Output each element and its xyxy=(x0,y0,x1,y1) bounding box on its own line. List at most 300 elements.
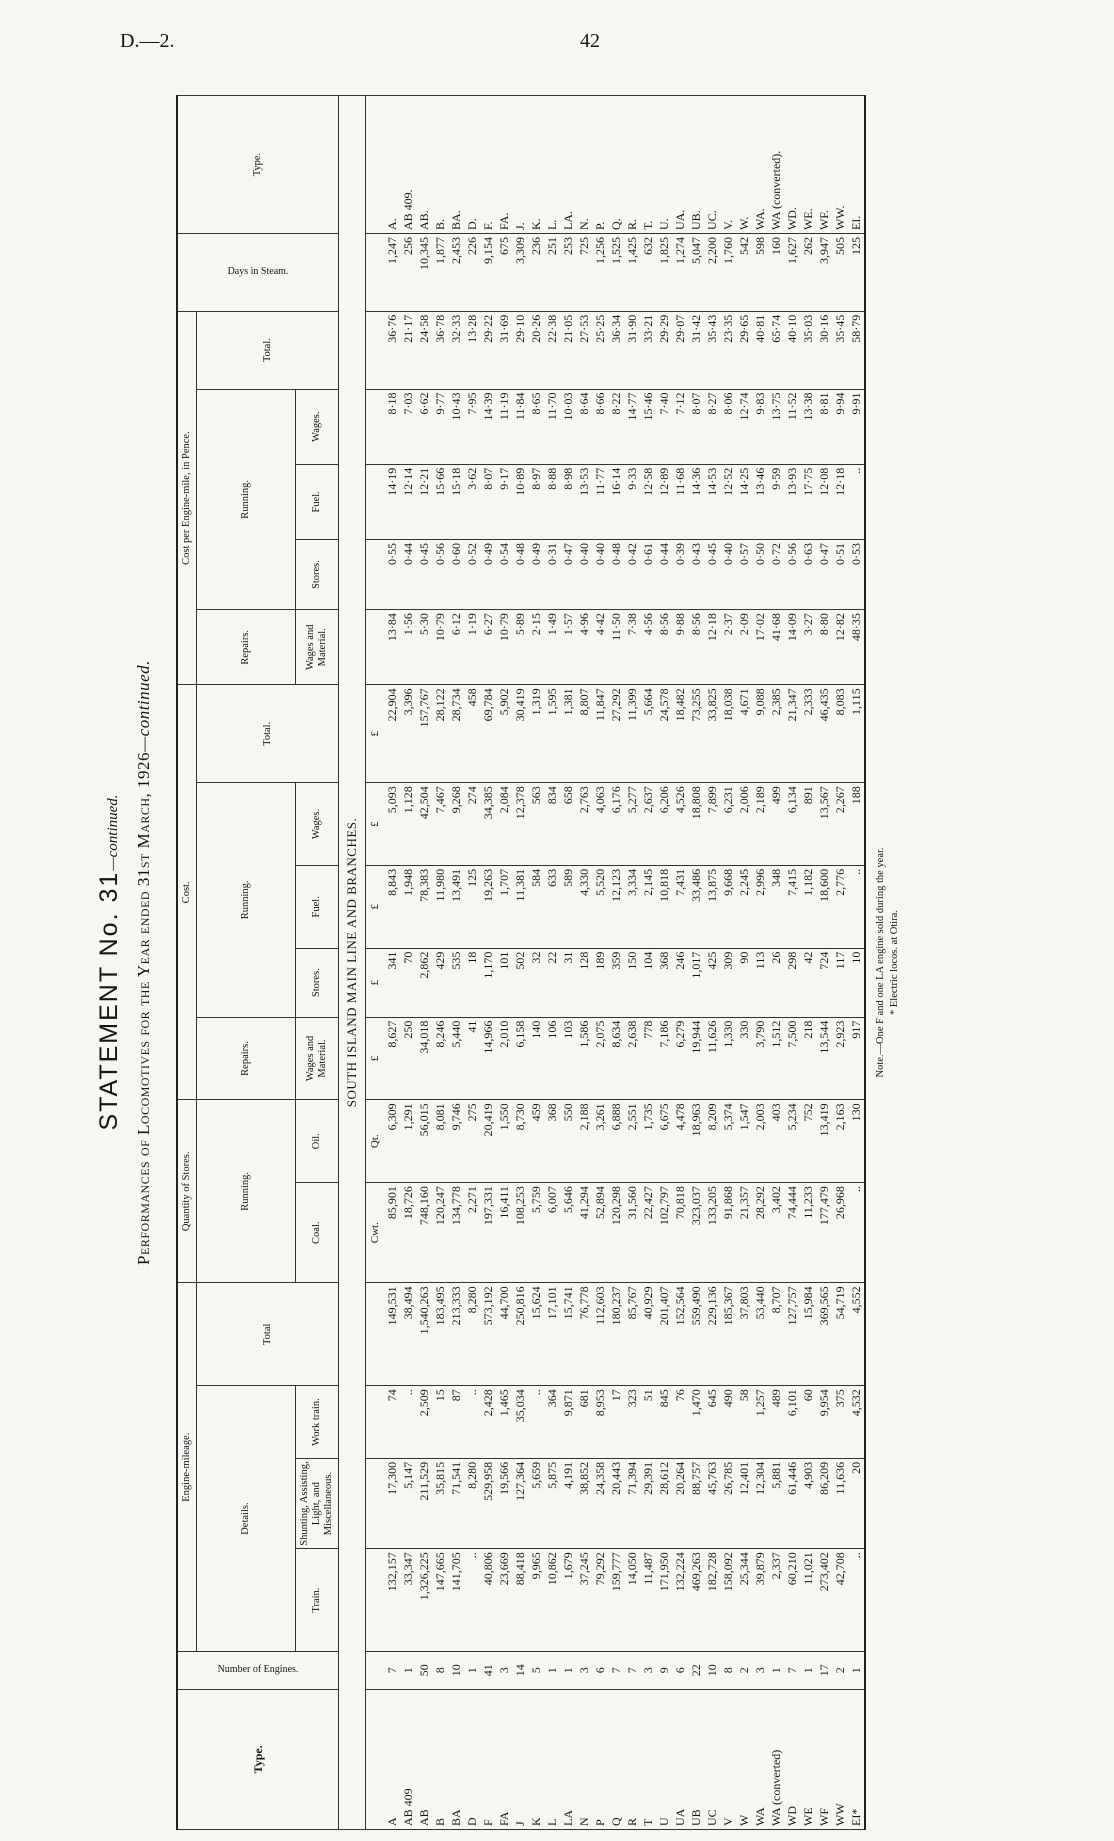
cell-cost-repairs: 13,544 xyxy=(816,1017,832,1100)
cell-pence-fuel: 13·46 xyxy=(752,464,768,539)
cell-pence-wages: 11·52 xyxy=(784,389,800,464)
cell-number-of-engines: 7 xyxy=(608,1651,624,1689)
cell-shunting-miles: 19,566 xyxy=(496,1458,512,1548)
table-row xyxy=(768,96,784,1830)
cell-cost-total: 18,038 xyxy=(720,685,736,783)
row-type: F xyxy=(480,1689,496,1829)
cell-cost-total: 3,396 xyxy=(400,685,416,783)
cell-days-in-steam: 1,627 xyxy=(784,234,800,312)
cell-pence-stores: 0·50 xyxy=(752,539,768,609)
header-cost-fuel: Fuel. xyxy=(296,865,339,948)
table-row xyxy=(720,96,736,1830)
cell-cost-fuel: 633 xyxy=(544,865,560,948)
row-type-right: J. xyxy=(512,96,528,234)
header-train: Train. xyxy=(296,1549,339,1652)
cell-number-of-engines: 9 xyxy=(656,1651,672,1689)
cell-pence-total: 21·05 xyxy=(560,311,576,389)
cell-cost-repairs: 1,586 xyxy=(576,1017,592,1100)
cell-coal: .. xyxy=(848,1183,865,1283)
cell-oil: 3,261 xyxy=(592,1100,608,1183)
cell-cost-wages: 2,637 xyxy=(640,783,656,866)
row-type-right: N. xyxy=(576,96,592,234)
cell-cost-fuel: .. xyxy=(848,865,865,948)
cell-days-in-steam: 1,760 xyxy=(720,234,736,312)
cell-pence-wages: 10·43 xyxy=(448,389,464,464)
cell-cost-fuel: 13,875 xyxy=(704,865,720,948)
table-row xyxy=(480,96,496,1830)
cell-pence-fuel: 9·17 xyxy=(496,464,512,539)
cell-cost-fuel: 13,491 xyxy=(448,865,464,948)
cell-pence-wages: 11·70 xyxy=(544,389,560,464)
cell-shunting-miles: 5,659 xyxy=(528,1458,544,1548)
row-type: WE xyxy=(800,1689,816,1829)
cell-cost-total: 22,904 xyxy=(384,685,400,783)
cell-pence-total: 23·35 xyxy=(720,311,736,389)
cell-work-train-miles: 1,465 xyxy=(496,1386,512,1459)
cell-cost-fuel: 10,818 xyxy=(656,865,672,948)
cell-pence-total: 29·22 xyxy=(480,311,496,389)
cell-total-miles: 38,494 xyxy=(400,1283,416,1386)
table-body xyxy=(339,96,866,1830)
table-row xyxy=(816,96,832,1830)
cell-cost-wages: 834 xyxy=(544,783,560,866)
cell-cost-fuel: 8,843 xyxy=(384,865,400,948)
cell-oil: 2,003 xyxy=(752,1100,768,1183)
cell-pence-repairs: 1·57 xyxy=(560,610,576,685)
rotated-page-content xyxy=(88,95,968,1830)
row-type-right: D. xyxy=(464,96,480,234)
cell-oil: 403 xyxy=(768,1100,784,1183)
cell-pence-total: 35·03 xyxy=(800,311,816,389)
row-type: EI* xyxy=(848,1689,865,1829)
cell-pence-repairs: 8·56 xyxy=(656,610,672,685)
cell-pence-stores: 0·40 xyxy=(592,539,608,609)
table-row xyxy=(736,96,752,1830)
cell-coal: 22,427 xyxy=(640,1183,656,1283)
unit-stores: £ xyxy=(366,948,385,1017)
cell-coal: 3,402 xyxy=(768,1183,784,1283)
table-row xyxy=(688,96,704,1830)
header-quantity-of-stores: Quantity of Stores. xyxy=(177,1100,197,1283)
cell-work-train-miles: 489 xyxy=(768,1386,784,1459)
cell-days-in-steam: 542 xyxy=(736,234,752,312)
cell-cost-wages: 499 xyxy=(768,783,784,866)
row-type: V xyxy=(720,1689,736,1829)
cell-pence-stores: 0·57 xyxy=(736,539,752,609)
cell-cost-wages: 5,277 xyxy=(624,783,640,866)
cell-pence-total: 31·69 xyxy=(496,311,512,389)
header-cost-wages: Wages. xyxy=(296,783,339,866)
cell-pence-fuel: 3·62 xyxy=(464,464,480,539)
cell-oil: 18,963 xyxy=(688,1100,704,1183)
cell-pence-fuel: 12·58 xyxy=(640,464,656,539)
page-number: 42 xyxy=(580,30,600,52)
header-oil: Oil. xyxy=(296,1100,339,1183)
cell-cost-stores: 425 xyxy=(704,948,720,1017)
cell-shunting-miles: 26,785 xyxy=(720,1458,736,1548)
cell-pence-stores: 0·56 xyxy=(784,539,800,609)
cell-number-of-engines: 2 xyxy=(832,1651,848,1689)
statement-title-text: STATEMENT No. 31 xyxy=(95,870,123,1131)
cell-coal: 323,037 xyxy=(688,1183,704,1283)
cell-oil: 13,419 xyxy=(816,1100,832,1183)
cell-oil: 1,547 xyxy=(736,1100,752,1183)
cell-cost-total: 73,255 xyxy=(688,685,704,783)
cell-cost-repairs: 2,010 xyxy=(496,1017,512,1100)
cell-oil: 9,746 xyxy=(448,1100,464,1183)
cell-cost-repairs: 5,440 xyxy=(448,1017,464,1100)
table-row xyxy=(384,96,400,1830)
cell-cost-wages: 563 xyxy=(528,783,544,866)
cell-pence-stores: 0·56 xyxy=(432,539,448,609)
cell-cost-fuel: 3,334 xyxy=(624,865,640,948)
cell-shunting-miles: 4,903 xyxy=(800,1458,816,1548)
cell-pence-repairs: 9·88 xyxy=(672,610,688,685)
cell-number-of-engines: 10 xyxy=(448,1651,464,1689)
units-blank xyxy=(366,389,385,464)
cell-pence-total: 58·79 xyxy=(848,311,865,389)
cell-number-of-engines: 3 xyxy=(640,1651,656,1689)
cell-pence-wages: 15·46 xyxy=(640,389,656,464)
cell-oil: 4,478 xyxy=(672,1100,688,1183)
cell-pence-fuel: 9·33 xyxy=(624,464,640,539)
table-row xyxy=(496,96,512,1830)
cell-cost-total: 33,825 xyxy=(704,685,720,783)
cell-work-train-miles: 4,532 xyxy=(848,1386,865,1459)
cell-pence-stores: 0·39 xyxy=(672,539,688,609)
cell-number-of-engines: 14 xyxy=(512,1651,528,1689)
cell-number-of-engines: 3 xyxy=(496,1651,512,1689)
cell-shunting-miles: 127,364 xyxy=(512,1458,528,1548)
cell-pence-stores: 0·48 xyxy=(512,539,528,609)
cell-oil: 6,309 xyxy=(384,1100,400,1183)
cell-cost-fuel: 2,996 xyxy=(752,865,768,948)
cell-pence-repairs: 5·89 xyxy=(512,610,528,685)
cell-cost-stores: 1,017 xyxy=(688,948,704,1017)
cell-shunting-miles: 35,815 xyxy=(432,1458,448,1548)
row-type: A xyxy=(384,1689,400,1829)
units-blank xyxy=(366,464,385,539)
cell-coal: 177,479 xyxy=(816,1183,832,1283)
cell-pence-repairs: 6·27 xyxy=(480,610,496,685)
units-blank xyxy=(366,610,385,685)
cell-cost-fuel: 7,415 xyxy=(784,865,800,948)
table-row xyxy=(848,96,865,1830)
cell-coal: 197,331 xyxy=(480,1183,496,1283)
cell-cost-wages: 188 xyxy=(848,783,865,866)
cell-work-train-miles: 323 xyxy=(624,1386,640,1459)
cell-cost-wages: 891 xyxy=(800,783,816,866)
cell-shunting-miles: 88,757 xyxy=(688,1458,704,1548)
cell-cost-wages: 13,567 xyxy=(816,783,832,866)
cell-coal: 11,233 xyxy=(800,1183,816,1283)
cell-work-train-miles: 645 xyxy=(704,1386,720,1459)
row-type-right: B. xyxy=(432,96,448,234)
header-details: Details. xyxy=(197,1386,296,1652)
table-row xyxy=(528,96,544,1830)
cell-total-miles: 15,984 xyxy=(800,1283,816,1386)
cell-train-miles: 79,292 xyxy=(592,1549,608,1652)
cell-coal: 102,797 xyxy=(656,1183,672,1283)
cell-pence-repairs: 6·12 xyxy=(448,610,464,685)
cell-number-of-engines: 50 xyxy=(416,1651,432,1689)
cell-cost-stores: 1,170 xyxy=(480,948,496,1017)
cell-pence-total: 65·74 xyxy=(768,311,784,389)
cell-cost-stores: 128 xyxy=(576,948,592,1017)
cell-train-miles: 33,347 xyxy=(400,1549,416,1652)
cell-pence-fuel: 15·66 xyxy=(432,464,448,539)
units-blank xyxy=(366,1458,385,1548)
cell-oil: 8,209 xyxy=(704,1100,720,1183)
cell-train-miles: 9,965 xyxy=(528,1549,544,1652)
cell-cost-wages: 658 xyxy=(560,783,576,866)
row-type: AB xyxy=(416,1689,432,1829)
cell-total-miles: 15,624 xyxy=(528,1283,544,1386)
cell-pence-fuel: 12·21 xyxy=(416,464,432,539)
cell-pence-stores: 0·40 xyxy=(576,539,592,609)
cell-train-miles: 132,224 xyxy=(672,1549,688,1652)
cell-shunting-miles: 45,763 xyxy=(704,1458,720,1548)
cell-train-miles: 42,708 xyxy=(832,1549,848,1652)
cell-number-of-engines: 5 xyxy=(528,1651,544,1689)
row-type: R xyxy=(624,1689,640,1829)
cell-number-of-engines: 7 xyxy=(784,1651,800,1689)
cell-work-train-miles: 845 xyxy=(656,1386,672,1459)
cell-pence-repairs: 8·56 xyxy=(688,610,704,685)
cell-cost-stores: 189 xyxy=(592,948,608,1017)
cell-pence-wages: 8·66 xyxy=(592,389,608,464)
units-blank xyxy=(366,1689,385,1829)
cell-pence-fuel: 8·98 xyxy=(560,464,576,539)
cell-work-train-miles: 1,470 xyxy=(688,1386,704,1459)
cell-number-of-engines: 1 xyxy=(848,1651,865,1689)
row-type-right: AB. xyxy=(416,96,432,234)
row-type: L xyxy=(544,1689,560,1829)
cell-cost-wages: 18,808 xyxy=(688,783,704,866)
cell-cost-wages: 5,093 xyxy=(384,783,400,866)
cell-cost-total: 2,385 xyxy=(768,685,784,783)
cell-cost-total: 5,664 xyxy=(640,685,656,783)
cell-oil: 368 xyxy=(544,1100,560,1183)
cell-oil: 8,081 xyxy=(432,1100,448,1183)
cell-shunting-miles: 20,443 xyxy=(608,1458,624,1548)
cell-pence-repairs: 14·09 xyxy=(784,610,800,685)
cell-number-of-engines: 8 xyxy=(432,1651,448,1689)
cell-cost-total: 27,292 xyxy=(608,685,624,783)
cell-cost-wages: 9,268 xyxy=(448,783,464,866)
cell-pence-wages: 6·62 xyxy=(416,389,432,464)
cell-days-in-steam: 1,825 xyxy=(656,234,672,312)
row-type: D xyxy=(464,1689,480,1829)
cell-total-miles: 17,101 xyxy=(544,1283,560,1386)
table-row xyxy=(576,96,592,1830)
row-type-right: WW. xyxy=(832,96,848,234)
row-type-right: P. xyxy=(592,96,608,234)
cell-cost-repairs: 2,075 xyxy=(592,1017,608,1100)
section-title: SOUTH ISLAND MAIN LINE AND BRANCHES. xyxy=(339,96,366,1830)
row-type: AB 409 xyxy=(400,1689,416,1829)
cell-cost-repairs: 11,626 xyxy=(704,1017,720,1100)
cell-total-miles: 152,564 xyxy=(672,1283,688,1386)
cell-train-miles: 182,728 xyxy=(704,1549,720,1652)
row-type-right: T. xyxy=(640,96,656,234)
cell-days-in-steam: 1,525 xyxy=(608,234,624,312)
cell-work-train-miles: 9,871 xyxy=(560,1386,576,1459)
cell-cost-stores: 22 xyxy=(544,948,560,1017)
cell-pence-stores: 0·45 xyxy=(704,539,720,609)
cell-oil: 1,735 xyxy=(640,1100,656,1183)
cell-pence-repairs: 2·37 xyxy=(720,610,736,685)
row-type: Q xyxy=(608,1689,624,1829)
row-type-right: U. xyxy=(656,96,672,234)
cell-work-train-miles: 490 xyxy=(720,1386,736,1459)
unit-wages: £ xyxy=(366,783,385,866)
cell-train-miles: 2,337 xyxy=(768,1549,784,1652)
cell-number-of-engines: 10 xyxy=(704,1651,720,1689)
cell-train-miles: 14,050 xyxy=(624,1549,640,1652)
row-type: WF xyxy=(816,1689,832,1829)
cell-pence-fuel: 12·89 xyxy=(656,464,672,539)
row-type-right: AB 409. xyxy=(400,96,416,234)
cell-pence-stores: 0·53 xyxy=(848,539,865,609)
page-reference: D.—2. xyxy=(120,30,175,52)
cell-pence-total: 22·38 xyxy=(544,311,560,389)
cell-number-of-engines: 1 xyxy=(768,1651,784,1689)
row-type-right: UB. xyxy=(688,96,704,234)
cell-pence-repairs: 12·18 xyxy=(704,610,720,685)
cell-cost-fuel: 11,980 xyxy=(432,865,448,948)
cell-pence-wages: 11·19 xyxy=(496,389,512,464)
header-number-of-engines xyxy=(177,1651,339,1689)
cell-cost-repairs: 8,634 xyxy=(608,1017,624,1100)
cell-pence-total: 29·65 xyxy=(736,311,752,389)
cell-cost-total: 1,115 xyxy=(848,685,865,783)
row-type-right: V. xyxy=(720,96,736,234)
cell-number-of-engines: 1 xyxy=(464,1651,480,1689)
cell-total-miles: 8,280 xyxy=(464,1283,480,1386)
cell-pence-fuel: 9·59 xyxy=(768,464,784,539)
cell-work-train-miles: 681 xyxy=(576,1386,592,1459)
cell-pence-fuel: 12·52 xyxy=(720,464,736,539)
cell-shunting-miles: 61,446 xyxy=(784,1458,800,1548)
cell-oil: 130 xyxy=(848,1100,865,1183)
cell-oil: 8,730 xyxy=(512,1100,528,1183)
table-row xyxy=(624,96,640,1830)
table-row xyxy=(656,96,672,1830)
cell-cost-repairs: 14,966 xyxy=(480,1017,496,1100)
cell-train-miles: 23,669 xyxy=(496,1549,512,1652)
row-type: UC xyxy=(704,1689,720,1829)
header-pence-stores: Stores. xyxy=(296,539,339,609)
table-row xyxy=(672,96,688,1830)
cell-cost-stores: 31 xyxy=(560,948,576,1017)
cell-cost-repairs: 7,186 xyxy=(656,1017,672,1100)
cell-coal: 21,357 xyxy=(736,1183,752,1283)
cell-pence-stores: 0·49 xyxy=(480,539,496,609)
section-row xyxy=(339,96,366,1830)
cell-cost-fuel: 11,381 xyxy=(512,865,528,948)
cell-train-miles: 132,157 xyxy=(384,1549,400,1652)
cell-total-miles: 183,495 xyxy=(432,1283,448,1386)
cell-cost-wages: 2,084 xyxy=(496,783,512,866)
cell-pence-wages: 7·03 xyxy=(400,389,416,464)
cell-cost-repairs: 778 xyxy=(640,1017,656,1100)
cell-shunting-miles: 20,264 xyxy=(672,1458,688,1548)
cell-cost-stores: 26 xyxy=(768,948,784,1017)
cell-cost-total: 8,807 xyxy=(576,685,592,783)
cell-cost-stores: 117 xyxy=(832,948,848,1017)
cell-pence-total: 40·81 xyxy=(752,311,768,389)
table-row xyxy=(512,96,528,1830)
cell-pence-stores: 0·40 xyxy=(720,539,736,609)
row-type: UA xyxy=(672,1689,688,1829)
cell-work-train-miles: 364 xyxy=(544,1386,560,1459)
cell-cost-total: 1,595 xyxy=(544,685,560,783)
table-row xyxy=(416,96,432,1830)
cell-days-in-steam: 725 xyxy=(576,234,592,312)
table-row xyxy=(784,96,800,1830)
cell-number-of-engines: 6 xyxy=(672,1651,688,1689)
table-row xyxy=(464,96,480,1830)
cell-pence-fuel: 17·75 xyxy=(800,464,816,539)
cell-pence-repairs: 3·27 xyxy=(800,610,816,685)
cell-pence-total: 32·33 xyxy=(448,311,464,389)
cell-pence-stores: 0·48 xyxy=(608,539,624,609)
table-row xyxy=(832,96,848,1830)
header-type-right: Type. xyxy=(177,96,339,234)
cell-days-in-steam: 3,947 xyxy=(816,234,832,312)
cell-number-of-engines: 17 xyxy=(816,1651,832,1689)
cell-work-train-miles: 74 xyxy=(384,1386,400,1459)
cell-cost-wages: 7,467 xyxy=(432,783,448,866)
cell-pence-repairs: 2·15 xyxy=(528,610,544,685)
header-cost-running: Running. xyxy=(197,783,296,1017)
cell-pence-repairs: 4·42 xyxy=(592,610,608,685)
cell-work-train-miles: 51 xyxy=(640,1386,656,1459)
cell-cost-total: 1,381 xyxy=(560,685,576,783)
cell-coal: 91,868 xyxy=(720,1183,736,1283)
cell-total-miles: 213,333 xyxy=(448,1283,464,1386)
cell-days-in-steam: 2,200 xyxy=(704,234,720,312)
cell-cost-total: 11,847 xyxy=(592,685,608,783)
cell-cost-repairs: 1,512 xyxy=(768,1017,784,1100)
cell-train-miles: 37,245 xyxy=(576,1549,592,1652)
cell-train-miles: 141,705 xyxy=(448,1549,464,1652)
cell-pence-fuel: 8·88 xyxy=(544,464,560,539)
cell-shunting-miles: 5,147 xyxy=(400,1458,416,1548)
cell-cost-fuel: 33,486 xyxy=(688,865,704,948)
cell-pence-wages: 12·74 xyxy=(736,389,752,464)
row-type-right: WA (converted). xyxy=(768,96,784,234)
cell-train-miles: 1,679 xyxy=(560,1549,576,1652)
cell-cost-total: 157,767 xyxy=(416,685,432,783)
cell-cost-stores: 10 xyxy=(848,948,865,1017)
cell-pence-stores: 0·55 xyxy=(384,539,400,609)
table-row xyxy=(432,96,448,1830)
table-row xyxy=(400,96,416,1830)
cell-pence-total: 29·10 xyxy=(512,311,528,389)
units-blank xyxy=(366,1651,385,1689)
cell-shunting-miles: 29,391 xyxy=(640,1458,656,1548)
cell-total-miles: 1,540,263 xyxy=(416,1283,432,1386)
cell-days-in-steam: 253 xyxy=(560,234,576,312)
cell-oil: 1,291 xyxy=(400,1100,416,1183)
cell-cost-total: 8,083 xyxy=(832,685,848,783)
cell-work-train-miles: 58 xyxy=(736,1386,752,1459)
cell-shunting-miles: 71,541 xyxy=(448,1458,464,1548)
cell-coal: 31,560 xyxy=(624,1183,640,1283)
cell-pence-stores: 0·47 xyxy=(816,539,832,609)
